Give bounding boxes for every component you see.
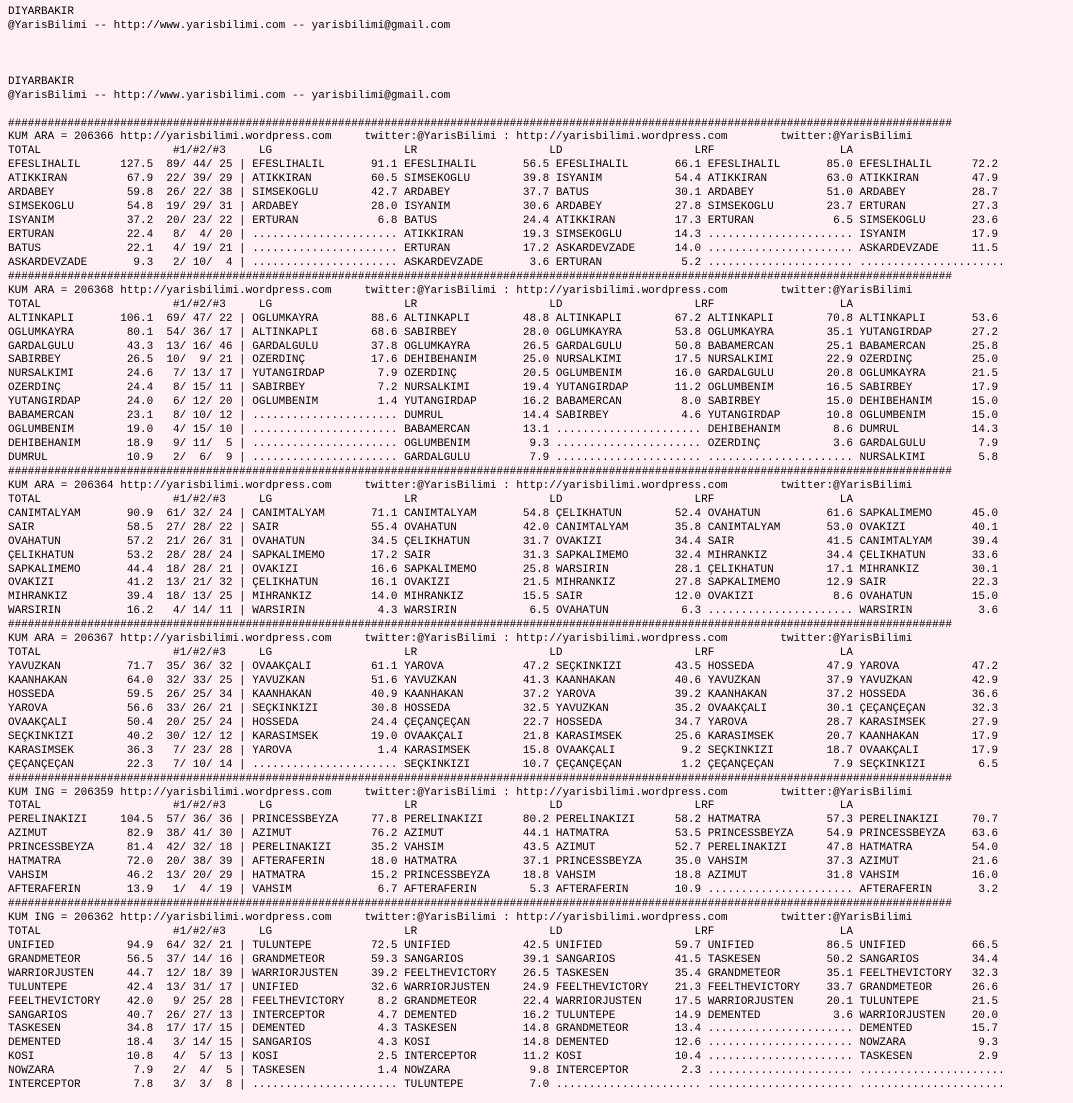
blank-line bbox=[8, 62, 1073, 76]
text-line: EFESLIHALIL 127.5 89/ 44/ 25 | EFESLIHALIL 91.1 EFESLIHALIL 56.5 EFESLIHALIL 66.1 EFESLIHALIL 85.0 EFESLIHALIL 72.2 bbox=[8, 159, 999, 172]
text-line: DIYARBAKIR bbox=[8, 75, 75, 88]
text-line: NOWZARA 7.9 2/ 4/ 5 | TASKESEN 1.4 NOWZARA 9.8 INTERCEPTOR 2.3 ...................... ...................... bbox=[8, 1065, 1005, 1078]
text-line: CANIMTALYAM 90.9 61/ 32/ 24 | CANIMTALYAM 71.1 CANIMTALYAM 54.8 ÇELIKHATUN 52.4 OVAHATUN 61.6 SAPKALIMEMO 45.0 bbox=[8, 507, 999, 520]
text-line: ALTINKAPLI 106.1 69/ 47/ 22 | OGLUMKAYRA 88.6 ALTINKAPLI 48.8 ALTINKAPLI 67.2 ALTINKAPLI 70.8 ALTINKAPLI 53.6 bbox=[8, 312, 999, 325]
text-line: WARSIRIN 16.2 4/ 14/ 11 | WARSIRIN 4.3 WARSIRIN 6.5 OVAHATUN 6.3 ...................... WARSIRIN 3.6 bbox=[8, 605, 999, 618]
text-line: DIYARBAKIR bbox=[8, 6, 75, 18]
text-line: TOTAL #1/#2/#3 LG LR LD LRF LA bbox=[8, 647, 853, 660]
text-line: KARASIMSEK 36.3 7/ 23/ 28 | YAROVA 1.4 KARASIMSEK 15.8 OVAAKÇALI 9.2 SEÇKINKIZI 18.7 OVAAKÇALI 17.9 bbox=[8, 744, 999, 757]
text-line: MIHRANKIZ 39.4 18/ 13/ 25 | MIHRANKIZ 14.0 MIHRANKIZ 15.5 SAIR 12.0 OVAKIZI 8.6 OVAHATUN 15.0 bbox=[8, 591, 999, 604]
separator-line: ############################################################################################################################################### bbox=[8, 898, 952, 910]
text-line: ERTURAN 22.4 8/ 4/ 20 | ...................... ATIKKIRAN 19.3 SIMSEKOGLU 14.3 ...................... ISYANIM 17.9 bbox=[8, 229, 999, 241]
text-line: PRINCESSBEYZA 81.4 42/ 32/ 18 | PERELINAKIZI 35.2 VAHSIM 43.5 AZIMUT 52.7 PERELINAKIZI 47.8 HATMATRA 54.0 bbox=[8, 842, 999, 855]
text-line: KUM ING = 206362 http://yarisbilimi.wordpress.com twitter:@YarisBilimi : http://yarisbilimi.wordpress.com twitter:@YarisBilimi bbox=[8, 911, 913, 924]
text-line: YUTANGIRDAP 24.0 6/ 12/ 20 | OGLUMBENIM 1.4 YUTANGIRDAP 16.2 BABAMERCAN 8.0 SABIRBEY 15.0 DEHIBEHANIM 15.0 bbox=[8, 396, 999, 409]
text-line: SAPKALIMEMO 44.4 18/ 28/ 21 | OVAKIZI 16.6 SAPKALIMEMO 25.8 WARSIRIN 28.1 ÇELIKHATUN 17.1 MIHRANKIZ 30.1 bbox=[8, 563, 999, 576]
text-line: YAROVA 56.6 33/ 26/ 21 | SEÇKINKIZI 30.8 HOSSEDA 32.5 YAVUZKAN 35.2 OVAAKÇALI 30.1 ÇEÇANÇEÇAN 32.3 bbox=[8, 702, 999, 715]
text-line: TÜLÜNTEPE 42.4 13/ 31/ 17 | UNIFIED 32.6 WARRIORJUSTEN 24.9 FEELTHEVICTORY 21.3 FEELTHEVICTORY 33.7 GRANDMETEOR 26.6 bbox=[8, 981, 999, 994]
text-line: SABIRBEY 26.5 10/ 9/ 21 | ÖZERDINÇ 17.6 DEHIBEHANIM 25.0 NURSALKIMI 17.5 NURSALKIMI 22.9 ÖZERDINÇ 25.0 bbox=[8, 354, 999, 367]
text-line: OGLUMBENIM 19.0 4/ 15/ 10 | ...................... BABAMERCAN 13.1 ...................... DEHIBEHANIM 8.6 DUMRUL 14.3 bbox=[8, 424, 999, 437]
separator-line: ############################################################################################################################################### bbox=[8, 619, 952, 632]
text-line: TOTAL #1/#2/#3 LG LR LD LRF LA bbox=[8, 925, 853, 938]
blank-line bbox=[8, 34, 1073, 48]
text-line: HATMATRA 72.0 20/ 38/ 39 | AFTERAFERIN 18.0 HATMATRA 37.1 PRINCESSBEYZA 35.0 VAHSIM 37.3 AZIMUT 21.6 bbox=[8, 856, 999, 869]
text-line: KOSI 10.8 4/ 5/ 13 | KOSI 2.5 INTERCEPTOR 11.2 KOSI 10.4 ...................... TASKESEN 2.9 bbox=[8, 1051, 999, 1064]
text-line: BABAMERCAN 23.1 8/ 10/ 12 | ...................... DUMRUL 14.4 SABIRBEY 4.6 YUTANGIRDAP 10.8 OGLUMBENIM 15.0 bbox=[8, 410, 999, 423]
text-line: ÇEÇANÇEÇAN 22.3 7/ 10/ 14 | ...................... SEÇKINKIZI 10.7 ÇEÇANÇEÇAN 1.2 ÇEÇANÇEÇAN 7.9 SEÇKINKIZI 6.5 bbox=[8, 758, 999, 771]
text-line: ARDABEY 59.8 26/ 22/ 38 | SIMSEKOGLU 42.7 ARDABEY 37.7 BATUS 30.1 ARDABEY 51.0 ARDABEY 28.7 bbox=[8, 187, 999, 200]
text-line: FEELTHEVICTORY 42.0 9/ 25/ 28 | FEELTHEVICTORY 8.2 GRANDMETEOR 22.4 WARRIORJUSTEN 17.5 WARRIORJUSTEN 20.1 TÜLÜNTEPE 21.5 bbox=[8, 995, 999, 1008]
text-line: TOTAL #1/#2/#3 LG LR LD LRF LA bbox=[8, 298, 853, 311]
text-line: VAHSIM 46.2 13/ 20/ 29 | HATMATRA 15.2 PRINCESSBEYZA 18.8 VAHSIM 18.8 AZIMUT 31.8 VAHSIM 16.0 bbox=[8, 870, 999, 883]
text-line: BATUS 22.1 4/ 19/ 21 | ...................... ERTURAN 17.2 ASKARDEVZADE 14.0 ...................... ASKARDEVZADE 11.5 bbox=[8, 242, 999, 255]
text-line: AFTERAFERIN 13.9 1/ 4/ 19 | VAHSIM 6.7 AFTERAFERIN 5.3 AFTERAFERIN 10.9 ...................... AFTERAFERIN 3.2 bbox=[8, 884, 999, 897]
text-line: SEÇKINKIZI 40.2 30/ 12/ 12 | KARASIMSEK 19.0 OVAAKÇALI 21.8 KARASIMSEK 25.6 KARASIMSEK 20.7 KAANHAKAN 17.9 bbox=[8, 730, 999, 743]
text-line: GARDALGÜLÜ 43.3 13/ 16/ 46 | GARDALGÜLÜ 37.8 OGLUMKAYRA 26.5 GARDALGÜLÜ 50.8 BABAMERCAN 25.1 BABAMERCAN 25.8 bbox=[8, 340, 999, 353]
text-line: SANGARIOS 40.7 26/ 27/ 13 | INTERCEPTOR 4.7 DEMENTED 16.2 TÜLÜNTEPE 14.9 DEMENTED 3.6 WARRIORJUSTEN 20.0 bbox=[8, 1009, 999, 1022]
blank-line bbox=[8, 48, 1073, 62]
text-line: KUM ARA = 206368 http://yarisbilimi.wordpress.com twitter:@YarisBilimi : http://yarisbilimi.wordpress.com twitter:@YarisBilimi bbox=[8, 284, 913, 297]
text-line: OVAKIZI 41.2 13/ 21/ 32 | ÇELIKHATUN 16.1 OVAKIZI 21.5 MIHRANKIZ 27.8 SAPKALIMEMO 12.9 SAIR 22.3 bbox=[8, 577, 999, 590]
text-line: OVAHATUN 57.2 21/ 26/ 31 | OVAHATUN 34.5 ÇELIKHATUN 31.7 OVAKIZI 34.4 SAIR 41.5 CANIMTALYAM 39.4 bbox=[8, 535, 999, 548]
text-line: ASKARDEVZADE 9.3 2/ 10/ 4 | ...................... ASKARDEVZADE 3.6 ERTURAN 5.2 ...................... ...................... bbox=[8, 256, 1005, 269]
text-line: KUM ING = 206359 http://yarisbilimi.wordpress.com twitter:@YarisBilimi : http://yarisbilimi.wordpress.com twitter:@YarisBilimi bbox=[8, 786, 913, 799]
separator-line: ############################################################################################################################################### bbox=[8, 270, 952, 283]
text-line: NURSALKIMI 24.6 7/ 13/ 17 | YUTANGIRDAP 7.9 ÖZERDINÇ 20.5 OGLUMBENIM 16.0 GARDALGÜLÜ 20.8 OGLUMKAYRA 21.5 bbox=[8, 368, 999, 381]
text-line: OVAAKÇALI 50.4 20/ 25/ 24 | HOSSEDA 24.4 ÇEÇANÇEÇAN 22.7 HOSSEDA 34.7 YAROVA 28.7 KARASIMSEK 27.9 bbox=[8, 716, 999, 729]
separator-line: ############################################################################################################################################### bbox=[8, 772, 952, 785]
text-line: ISYANIM 37.2 20/ 23/ 22 | ERTURAN 6.8 BATUS 24.4 ATIKKIRAN 17.3 ERTURAN 6.5 SIMSEKOGLU 23.6 bbox=[8, 215, 999, 228]
text-line: TOTAL #1/#2/#3 LG LR LD LRF LA bbox=[8, 145, 853, 158]
text-line: SAIR 58.5 27/ 28/ 22 | SAIR 55.4 OVAHATUN 42.0 CANIMTALYAM 35.8 CANIMTALYAM 53.0 OVAKIZI 40.1 bbox=[8, 521, 999, 534]
text-line: GRANDMETEOR 56.5 37/ 14/ 16 | GRANDMETEOR 59.3 SANGARIOS 39.1 SANGARIOS 41.5 TASKESEN 50.2 SANGARIOS 34.4 bbox=[8, 953, 999, 966]
separator-line: ############################################################################################################################################### bbox=[8, 117, 952, 130]
text-line: ATIKKIRAN 67.9 22/ 39/ 29 | ATIKKIRAN 60.5 SIMSEKOGLU 39.8 ISYANIM 54.4 ATIKKIRAN 63.0 ATIKKIRAN 47.9 bbox=[8, 173, 999, 186]
text-line: WARRIORJUSTEN 44.7 12/ 18/ 39 | WARRIORJUSTEN 39.2 FEELTHEVICTORY 26.5 TASKESEN 35.4 GRANDMETEOR 35.1 FEELTHEVICTORY 32.3 bbox=[8, 967, 999, 980]
text-line: TOTAL #1/#2/#3 LG LR LD LRF LA bbox=[8, 493, 853, 506]
text-line: DEMENTED 18.4 3/ 14/ 15 | SANGARIOS 4.3 KOSI 14.8 DEMENTED 12.6 ...................... NOWZARA 9.3 bbox=[8, 1037, 999, 1050]
text-line: TOTAL #1/#2/#3 LG LR LD LRF LA bbox=[8, 800, 853, 813]
text-line: YAVUZKAN 71.7 35/ 36/ 32 | OVAAKÇALI 61.1 YAROVA 47.2 SEÇKINKIZI 43.5 HOSSEDA 47.9 YAROVA 47.2 bbox=[8, 661, 999, 674]
separator-line: ############################################################################################################################################### bbox=[8, 465, 952, 478]
blank-line bbox=[8, 104, 1073, 118]
text-line: ÇELIKHATUN 53.2 28/ 28/ 24 | SAPKALIMEMO 17.2 SAIR 31.3 SAPKALIMEMO 32.4 MIHRANKIZ 34.4 ÇELIKHATUN 33.6 bbox=[8, 549, 999, 562]
text-line: INTERCEPTOR 7.8 3/ 3/ 8 | ...................... TÜLÜNTEPE 7.0 ...................... ...................... ...................... bbox=[8, 1079, 1005, 1092]
text-line: KUM ARA = 206364 http://yarisbilimi.wordpress.com twitter:@YarisBilimi : http://yarisbilimi.wordpress.com twitter:@YarisBilimi bbox=[8, 479, 913, 492]
text-line: AZIMUT 82.9 38/ 41/ 30 | AZIMUT 76.2 AZIMUT 44.1 HATMATRA 53.5 PRINCESSBEYZA 54.9 PRINCESSBEYZA 63.6 bbox=[8, 828, 999, 841]
text-line: KAANHAKAN 64.0 32/ 33/ 25 | YAVUZKAN 51.6 YAVUZKAN 41.3 KAANHAKAN 40.6 YAVUZKAN 37.9 YAVUZKAN 42.9 bbox=[8, 675, 999, 687]
text-line: @YarisBilimi -- http://www.yarisbilimi.com -- yarisbilimi@gmail.com bbox=[8, 19, 451, 32]
text-line: HOSSEDA 59.5 26/ 25/ 34 | KAANHAKAN 40.9 KAANHAKAN 37.2 YAROVA 39.2 KAANHAKAN 37.2 HOSSEDA 36.6 bbox=[8, 688, 999, 701]
text-line: OGLUMKAYRA 80.1 54/ 36/ 17 | ALTINKAPLI 68.6 SABIRBEY 28.0 OGLUMKAYRA 53.8 OGLUMKAYRA 35.1 YUTANGIRDAP 27.2 bbox=[8, 326, 999, 339]
text-line: PERELINAKIZI 104.5 57/ 36/ 36 | PRINCESSBEYZA 77.8 PERELINAKIZI 80.2 PERELINAKIZI 58.2 HATMATRA 57.3 PERELINAKIZI 70.7 bbox=[8, 814, 999, 827]
text-line: @YarisBilimi -- http://www.yarisbilimi.com -- yarisbilimi@gmail.com bbox=[8, 89, 451, 102]
text-line: KUM ARA = 206367 http://yarisbilimi.wordpress.com twitter:@YarisBilimi : http://yarisbilimi.wordpress.com twitter:@YarisBilimi bbox=[8, 633, 913, 646]
text-line: KUM ARA = 206366 http://yarisbilimi.wordpress.com twitter:@YarisBilimi : http://yarisbilimi.wordpress.com twitter:@YarisBilimi bbox=[8, 131, 913, 144]
text-line: DEHIBEHANIM 18.9 9/ 11/ 5 | ...................... OGLUMBENIM 9.3 ...................... ÖZERDINÇ 3.6 GARDALGÜLÜ 7.9 bbox=[8, 438, 999, 451]
text-line: UNIFIED 94.9 64/ 32/ 21 | TÜLÜNTEPE 72.5 UNIFIED 42.5 UNIFIED 59.7 UNIFIED 86.5 UNIFIED 66.5 bbox=[8, 939, 999, 952]
text-line: DUMRUL 10.9 2/ 6/ 9 | ...................... GARDALGÜLÜ 7.9 ...................... ...................... NURSALKIMI 5.8 bbox=[8, 452, 999, 464]
text-line: ÖZERDINÇ 24.4 8/ 15/ 11 | SABIRBEY 7.2 NURSALKIMI 19.4 YUTANGIRDAP 11.2 OGLUMBENIM 16.5 SABIRBEY 17.9 bbox=[8, 382, 999, 395]
text-line: TASKESEN 34.8 17/ 17/ 15 | DEMENTED 4.3 TASKESEN 14.8 GRANDMETEOR 13.4 ...................... DEMENTED 15.7 bbox=[8, 1023, 999, 1036]
text-line: SIMSEKOGLU 54.8 19/ 29/ 31 | ARDABEY 28.0 ISYANIM 30.6 ARDABEY 27.8 SIMSEKOGLU 23.7 ERTURAN 27.3 bbox=[8, 201, 999, 214]
